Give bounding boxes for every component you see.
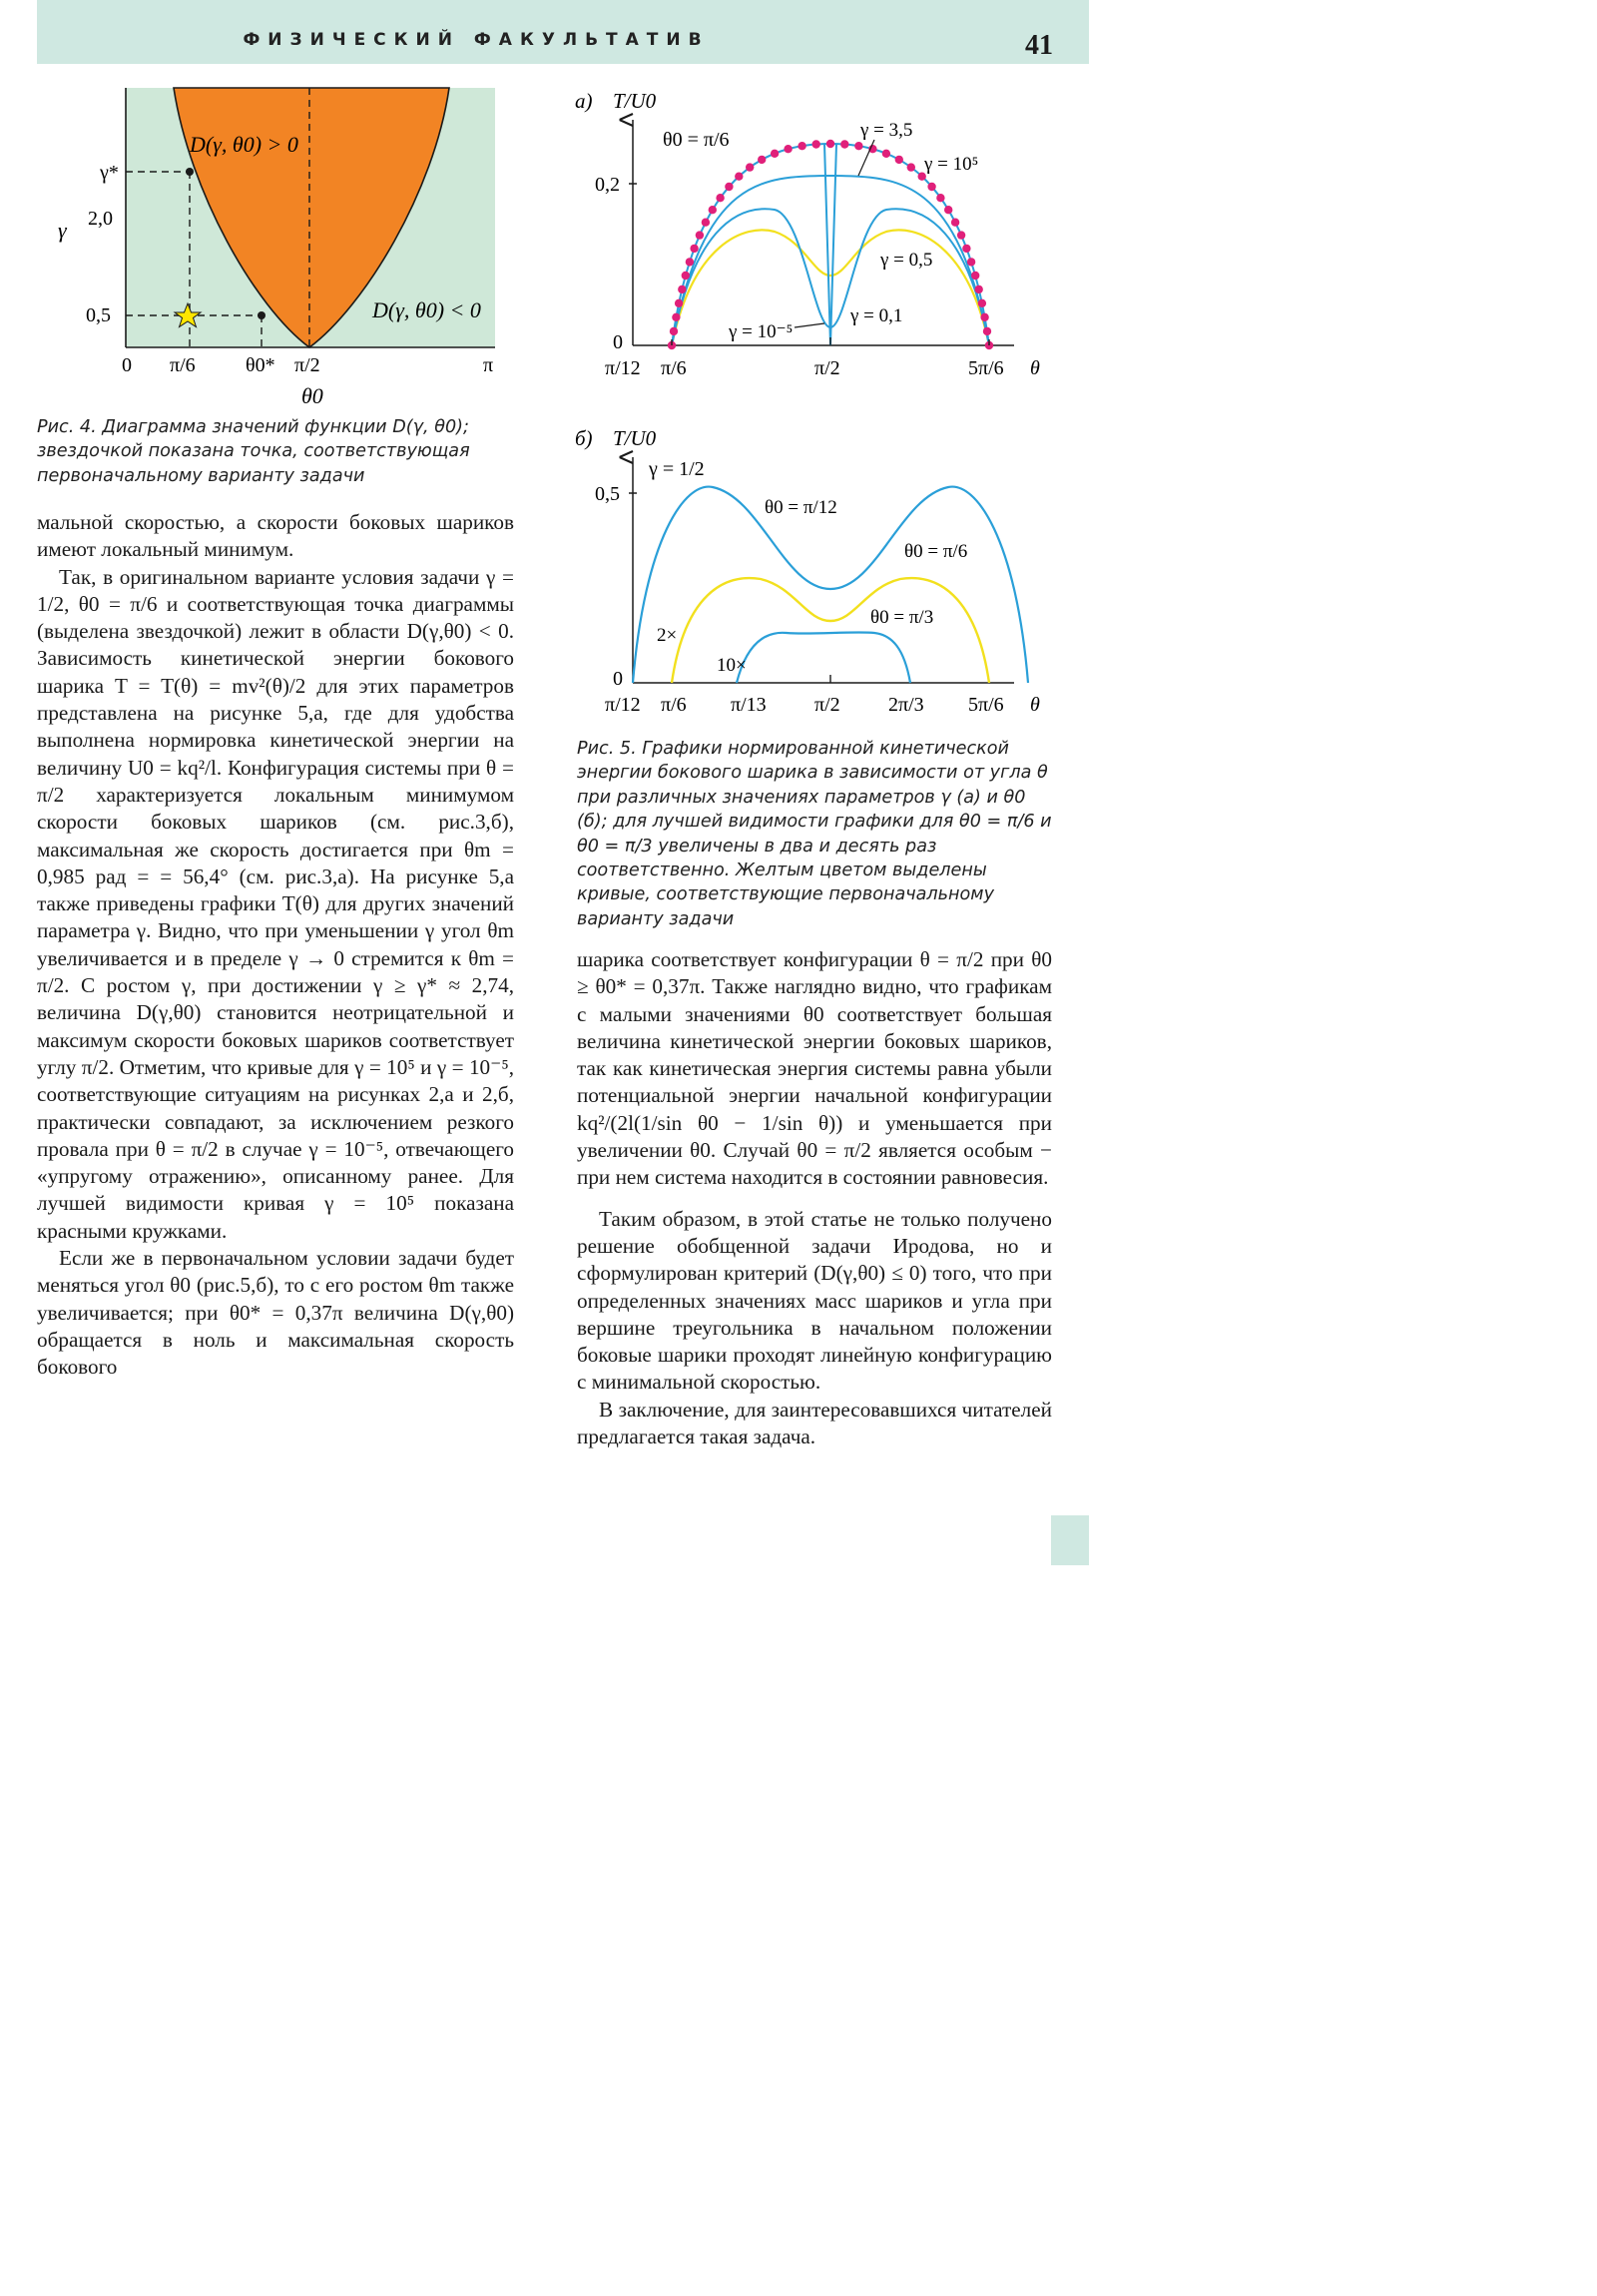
red-circle-marker: [971, 272, 979, 280]
fig5b-xtick-2pi3: 2π/3: [888, 694, 924, 716]
fig5a-xtick-5pi6: 5π/6: [968, 357, 1004, 379]
red-circle-marker: [686, 258, 694, 266]
red-circle-marker: [709, 206, 717, 214]
region-negative-label: D(γ, θ0) < 0: [372, 297, 481, 322]
left-paragraph-1: мальной скоростью, а скорости боковых шариков имеют локальный минимум.: [37, 510, 514, 562]
red-circle-marker: [854, 142, 862, 150]
figure-4-diagram: [40, 82, 519, 417]
curve-gamma-1e-5: [824, 144, 836, 345]
label-2x: 2×: [657, 625, 678, 646]
red-circle-marker: [812, 140, 820, 148]
red-circle-marker: [962, 245, 970, 253]
label-gamma-0-5: γ = 0,5: [880, 250, 933, 271]
label-10x: 10×: [717, 655, 747, 676]
red-circle-marker: [798, 142, 805, 150]
red-circle-marker: [702, 219, 710, 227]
fig5b-xtick-pi13: π/13: [731, 694, 767, 716]
fig4-xtick-0: 0: [122, 354, 132, 376]
red-circle-marker: [895, 156, 903, 164]
red-circle-marker: [957, 231, 965, 239]
red-circle-marker: [967, 258, 975, 266]
right-column: [577, 946, 1052, 1450]
label-gamma-1e-5: γ = 10⁻⁵: [729, 321, 794, 342]
red-circle-marker: [716, 194, 724, 202]
red-circle-marker: [927, 183, 935, 191]
red-circle-marker: [696, 231, 704, 239]
red-circle-marker: [951, 219, 959, 227]
figure-5a-chart: [575, 84, 1054, 383]
right-paragraph-3: В заключение, для заинтересовавшихся читателей предлагается такая задача.: [577, 1397, 1052, 1449]
fig5a-xtick-pi6: π/6: [661, 357, 687, 379]
figure-5b-chart: [575, 419, 1054, 719]
fig4-ytick-gammastar: γ*: [100, 162, 119, 184]
fig5a-ylabel: T/U0: [613, 89, 657, 113]
label-gamma-3-5: γ = 3,5: [860, 120, 913, 141]
red-circle-marker: [980, 313, 988, 321]
fig5a-ytick-0: 0: [613, 331, 623, 353]
fig5b-ylabel: T/U0: [613, 426, 657, 450]
red-circle-marker: [944, 206, 952, 214]
fig5b-xlabel: θ: [1030, 694, 1040, 716]
fig4-xtick-pi6: π/6: [170, 354, 196, 376]
fig4-ytick-2: 2,0: [88, 208, 113, 230]
fig5b-note: γ = 1/2: [649, 458, 705, 480]
red-circle-marker: [682, 272, 690, 280]
left-paragraph-3: Если же в первоначальном условии задачи будет меняться угол θ0 (рис.5,б), то с его ростом θm также увеличивается; при θ0* = 0,37π величина D(γ,θ0) обращается в ноль и максимальная скорость бокового: [37, 1246, 514, 1380]
running-header: [37, 0, 1089, 64]
red-circle-marker: [670, 327, 678, 335]
red-circle-marker: [672, 313, 680, 321]
page-number: 41: [1025, 30, 1053, 61]
red-circle-marker: [826, 140, 834, 148]
fig5b-panel-label: б): [575, 426, 593, 450]
red-circle-marker: [725, 183, 733, 191]
fig5b-ytick-0: 0: [613, 668, 623, 690]
gamma-star-point: [186, 168, 194, 176]
figure-5-caption: Рис. 5. Графики нормированной кинетической энергии бокового шарика в зависимости от угла θ при различных значениях параметров γ (а) и θ0 (б); для лучшей видимости графики для θ0 = π/6 и θ0 = π/3 увеличены в два и десять раз соответственно. Желтым цветом выделены кривые, соответствующие первоначальному варианту задачи: [577, 739, 1052, 929]
left-paragraph-2: Так, в оригинальном варианте условия задачи γ = 1/2, θ0 = π/6 и соответствующая точка диаграммы (выделена звездочкой) лежит в области D(γ,θ0) < 0. Зависимость кинетической энергии бокового шарика T = T(θ) = mv²(θ)/2 для этих параметров представлена на рисунке 5,а, где для удобства выполнена нормировка кинетической энергии на величину U0 = kq²/l. Конфигурация системы при θ = π/2 характеризуется локальным минимумом скорости боковых шариков (см. рис.3,б), максимальная же скорость достигается при θm = 0,985 рад = = 56,4° (см. рис.3,а). На рисунке 5,а также приведены графики T(θ) для других значений параметра γ. Видно, что при уменьшении γ угол θm увеличивается и в пределе γ → 0 стремится к θm = π/2. С ростом γ, при достижении γ ≥ γ* ≈ 2,74, величина D(γ,θ0) становится неотрицательной и максимум скорости боковых шариков соответствует углу π/2. Отметим, что кривые для γ = 10⁵ и γ = 10⁻⁵, соответствующие ситуациям на рисунках 2,а и 2,б, практически совпадают, за исключением резкого провала при θ = π/2 в случае γ = 10⁻⁵, отвечающего «упругому отражению», описанному ранее. Для лучшей видимости кривая γ = 10⁵ показана красными кружками.: [37, 564, 514, 1243]
fig5a-xlabel: θ: [1030, 357, 1040, 379]
curve-theta0-pi3: [737, 632, 910, 683]
fig5a-panel-label: а): [575, 89, 593, 113]
red-circle-marker: [978, 299, 986, 307]
red-circle-marker: [771, 150, 779, 158]
fig5b-xtick-5pi6: 5π/6: [968, 694, 1004, 716]
fig4-ylabel: γ: [58, 218, 67, 243]
red-circle-marker: [735, 173, 743, 181]
right-paragraph-1: шарика соответствует конфигурации θ = π/2 при θ0 ≥ θ0* = 0,37π. Также наглядно видно, что графикам с малыми значениями θ0 соответствует большая величина кинетической энергии боковых шариков, так как кинетическая энергия системы равна убыли потенциальной энергии начальной конфигурации kq²/(2l(1/sin θ0 − 1/sin θ)) и уменьшается при увеличении θ0. Случай θ0 = π/2 является особым − при нем система находится в состоянии равновесия.: [577, 947, 1052, 1190]
label-gamma-1e5: γ = 10⁵: [924, 154, 979, 175]
red-circle-marker: [678, 286, 686, 293]
page-corner-tab: [1051, 1515, 1089, 1565]
red-circle-marker: [675, 299, 683, 307]
red-circle-marker: [936, 194, 944, 202]
theta0-star-point: [258, 311, 266, 319]
red-circle-marker: [784, 145, 792, 153]
region-positive-label: D(γ, θ0) > 0: [190, 132, 298, 157]
fig4-xtick-theta0star: θ0*: [246, 354, 275, 376]
red-circle-marker: [907, 163, 915, 171]
right-paragraph-2: Таким образом, в этой статье не только получено решение обобщенной задачи Иродова, но и сформулирован критерий (D(γ,θ0) ≤ 0) того, что при определенных значениях масс шариков и угла при вершине треугольника в начальном положении боковые шарики проходят линейную конфигурацию с минимальной скоростью.: [577, 1206, 1052, 1395]
red-circle-marker: [746, 163, 754, 171]
fig4-xtick-pi2: π/2: [294, 354, 320, 376]
red-circle-marker: [882, 150, 890, 158]
label-theta0-pi3: θ0 = π/3: [870, 607, 934, 628]
figure-4-caption: Рис. 4. Диаграмма значений функции D(γ, θ0); звездочкой показана точка, соответствующая первоначальному варианту задачи: [37, 417, 470, 486]
red-circle-marker: [840, 140, 848, 148]
fig4-xlabel: θ0: [301, 383, 323, 408]
red-circle-marker: [975, 286, 983, 293]
label-theta0-pi12: θ0 = π/12: [765, 497, 837, 518]
left-column: [37, 509, 514, 1382]
fig5a-note: θ0 = π/6: [663, 129, 730, 151]
red-circle-marker: [983, 327, 991, 335]
fig5b-xtick-pi12: π/12: [605, 694, 641, 716]
fig5a-xtick-pi12: π/12: [605, 357, 641, 379]
fig5b-xtick-pi6: π/6: [661, 694, 687, 716]
red-circle-marker: [758, 156, 766, 164]
fig5b-ytick-05: 0,5: [595, 483, 620, 505]
red-circle-marker: [690, 245, 698, 253]
label-theta0-pi6: θ0 = π/6: [904, 541, 968, 562]
fig5b-xtick-pi2: π/2: [814, 694, 840, 716]
journal-section-title: ФИЗИЧЕСКИЙ ФАКУЛЬТАТИВ: [243, 30, 710, 50]
fig4-xtick-pi: π: [483, 354, 494, 376]
fig5a-xtick-pi2: π/2: [814, 357, 840, 379]
label-gamma-0-1: γ = 0,1: [850, 305, 903, 326]
fig4-ytick-05: 0,5: [86, 304, 111, 326]
fig5a-ytick-02: 0,2: [595, 174, 620, 196]
